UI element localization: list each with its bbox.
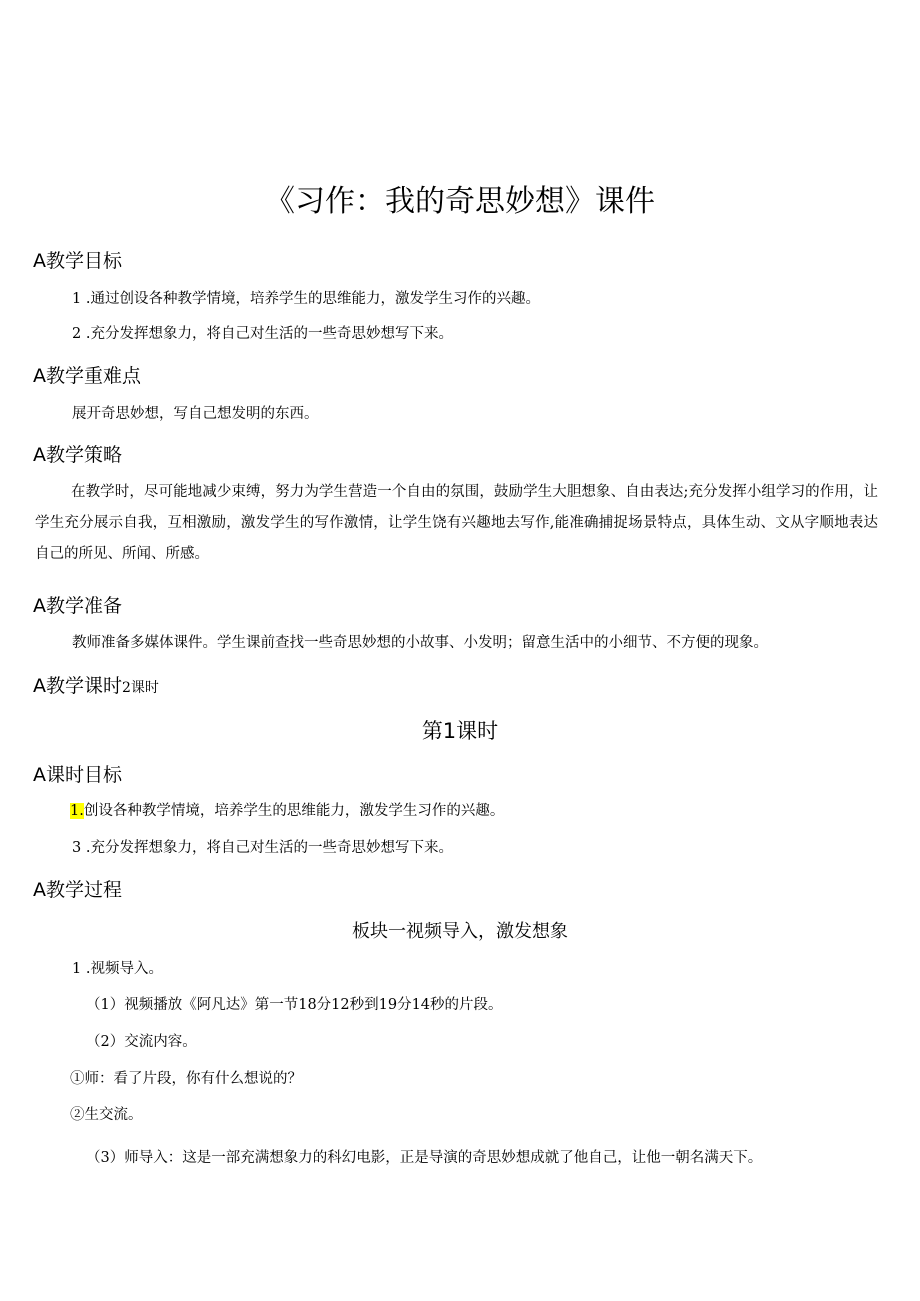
hours-label: A教学课时 — [33, 675, 122, 697]
goal-item-2: 2 .充分发挥想象力，将自己对生活的一些奇思妙想写下来。 — [72, 326, 453, 342]
process-line-6: （3）师导入：这是一部充满想象力的科幻电影，正是导演的奇思妙想成就了他自己，让他一朝名满天下。 — [86, 1150, 763, 1166]
key-points-text: 展开奇思妙想，写自己想发明的东西。 — [72, 406, 319, 422]
section-heading-strategy: A教学策略 — [33, 444, 122, 466]
section-heading-key-points: A教学重难点 — [33, 365, 141, 387]
strategy-paragraph: 在教学时，尽可能地减少束缚，努力为学生营造一个自由的氛围，鼓励学生大胆想象、自由表达;充分发挥小组学习的作用，让学生充分展示自我，互相激励，激发学生的写作激情，让学生饶有兴趣地去写作,能准确捕捉场景特点，具体生动、文从字顺地表达自己的所见、所闻、所感。 — [35, 484, 878, 562]
section-heading-goals: A教学目标 — [33, 250, 122, 272]
hours-value: 2课时 — [122, 680, 159, 696]
block-title: 板块一视频导入，激发想象 — [352, 921, 568, 942]
section-heading-preparation: A教学准备 — [33, 595, 122, 617]
highlighted-number: 1. — [70, 803, 84, 819]
process-line-4: ①师：看了片段，你有什么想说的？ — [70, 1071, 302, 1087]
section-heading-lesson-goals: A课时目标 — [33, 764, 122, 786]
goal-item-1: 1 .通过创设各种教学情境，培养学生的思维能力，激发学生习作的兴趣。 — [72, 291, 540, 307]
lesson-goal-1 — [70, 799, 504, 823]
lesson-goal-3: 3 .充分发挥想象力，将自己对生活的一些奇思妙想写下来。 — [72, 840, 453, 856]
lesson-title: 第1课时 — [421, 719, 499, 743]
process-line-1: 1 .视频导入。 — [72, 961, 163, 977]
process-line-2: （1）视频播放《阿凡达》第一节18分12秒到19分14秒的片段。 — [86, 997, 503, 1013]
lesson-goal-1-text: 创设各种教学情境，培养学生的思维能力，激发学生习作的兴趣。 — [83, 803, 505, 819]
section-heading-hours — [33, 673, 159, 701]
document-title: 《习作：我的奇思妙想》课件 — [265, 184, 655, 219]
preparation-text: 教师准备多媒体课件。学生课前查找一些奇思妙想的小故事、小发明；留意生活中的小细节、不方便的现象。 — [72, 635, 768, 651]
process-line-5: ②生交流。 — [70, 1107, 143, 1123]
section-heading-process: A教学过程 — [33, 879, 122, 901]
process-line-3: （2）交流内容。 — [86, 1034, 197, 1050]
